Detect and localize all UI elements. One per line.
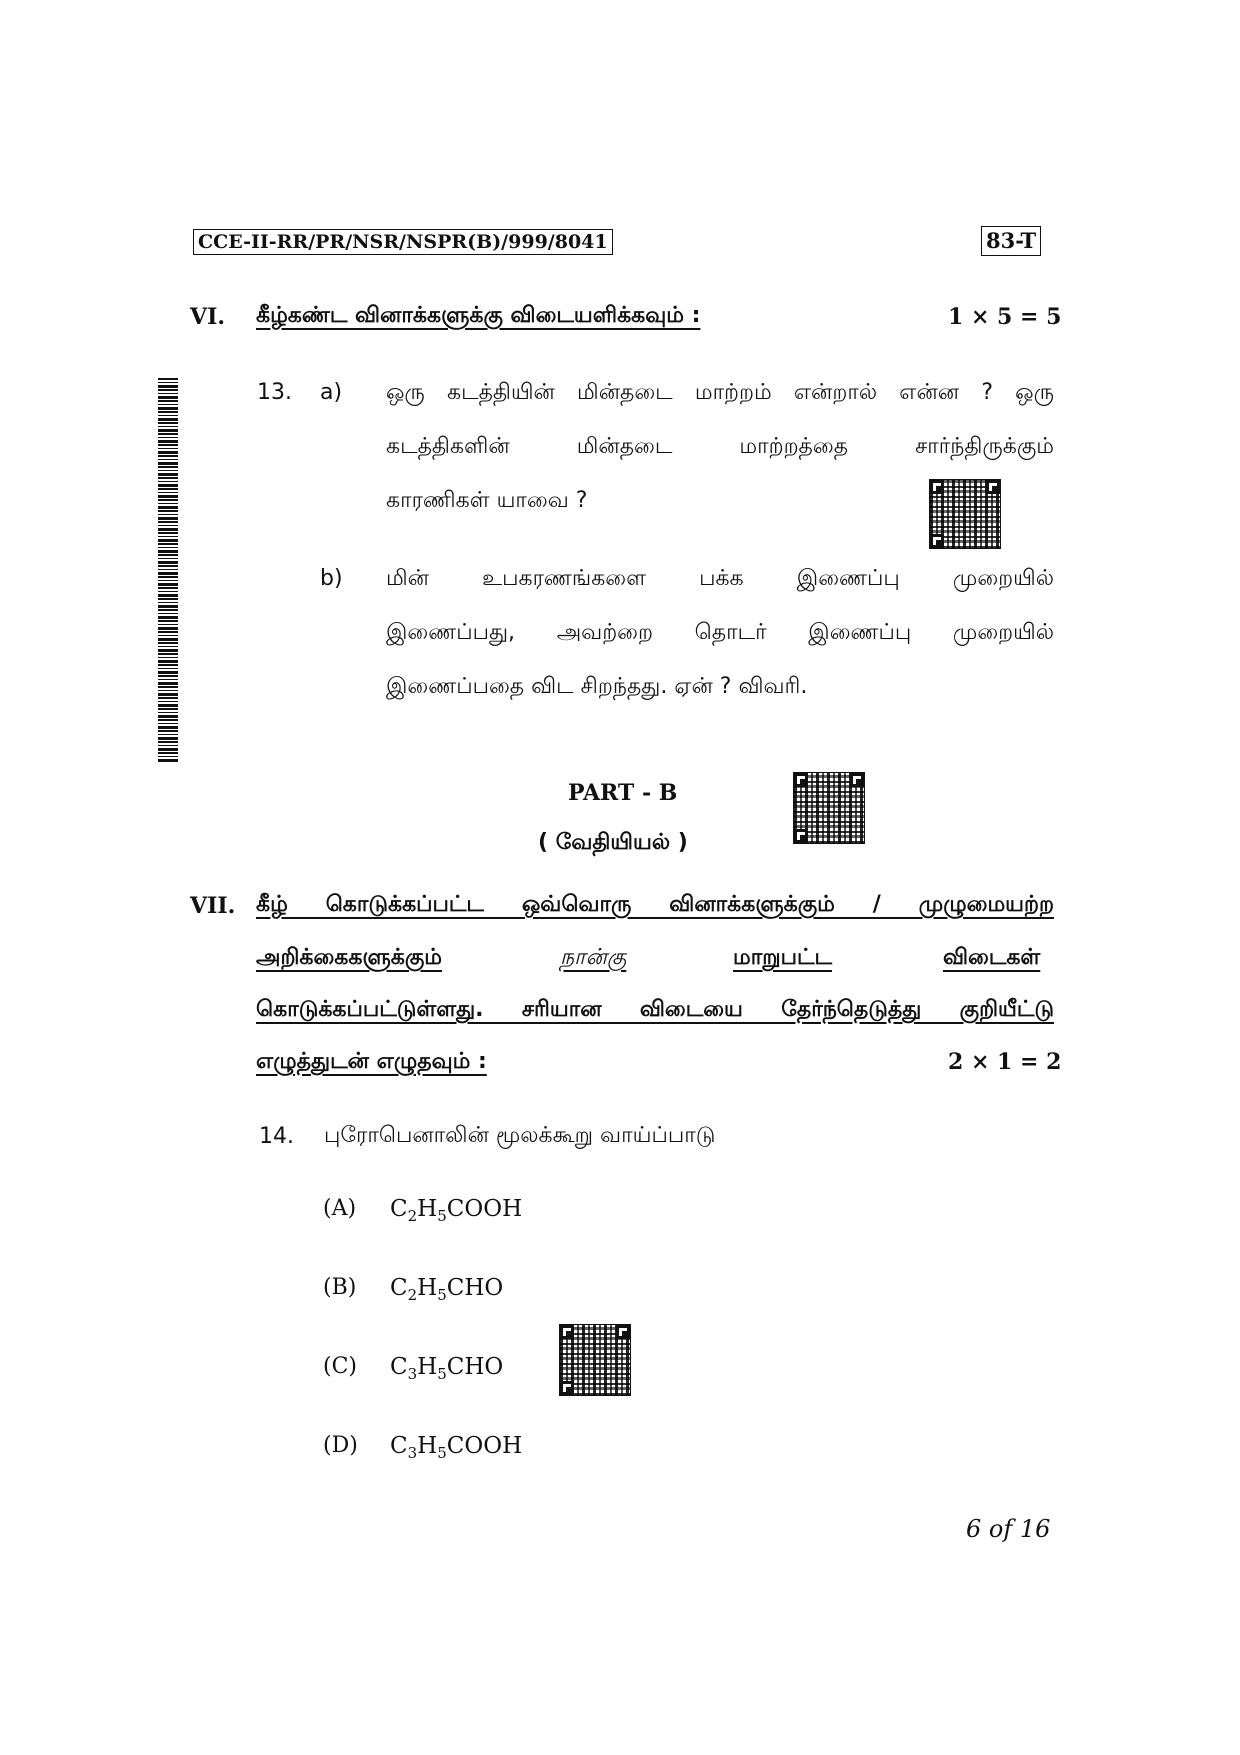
- q14-option-c-label: (C): [323, 1354, 357, 1379]
- q14-option-d-formula: $C_3H_5COOH$: [390, 1433, 523, 1462]
- side-barcode: [158, 378, 178, 763]
- section-vii-line2a: அறிக்கைகளுக்கும்: [256, 945, 442, 970]
- paper-code: 83-T: [981, 226, 1041, 256]
- section-vi-instruction: கீழ்கண்ட வினாக்களுக்கு விடையளிக்கவும் :: [256, 303, 701, 328]
- q14-option-b-label: (B): [323, 1275, 357, 1300]
- section-vii-line2d: விடைகள்: [943, 945, 1041, 970]
- q13-b-line3: இணைப்பதை விட சிறந்தது. ஏன் ? விவரி.: [386, 674, 808, 699]
- q13-a-label: a): [320, 380, 343, 405]
- q14-text: புரோபெனாலின் மூலக்கூறு வாய்ப்பாடு: [324, 1123, 716, 1148]
- qr-code: [560, 1325, 630, 1395]
- section-vii-line2c: மாறுபட்ட: [733, 945, 832, 970]
- section-vi-marks: 1 × 5 = 5: [948, 304, 1062, 330]
- q14-option-d-label: (D): [323, 1433, 358, 1458]
- q14-number: 14.: [259, 1124, 294, 1149]
- q14-option-c-formula: $C_3H_5CHO$: [390, 1354, 504, 1383]
- q14-option-b-formula: $C_2H_5CHO$: [390, 1275, 504, 1304]
- part-b-title: PART - B: [568, 780, 678, 806]
- q14-option-a-label: (A): [323, 1196, 357, 1221]
- section-vii-line2b: நான்கு: [560, 945, 627, 970]
- q13-b-label: b): [320, 566, 343, 591]
- q14-option-a-formula: $C_2H_5COOH$: [390, 1196, 523, 1225]
- section-vii-marks: 2 × 1 = 2: [948, 1049, 1062, 1075]
- page-number: 6 of 16: [966, 1515, 1051, 1543]
- section-vii-line3: கொடுக்கப்பட்டுள்ளது. சரியான விடையை தேர்ந்தெடுத்து குறியீட்டு: [256, 997, 1054, 1022]
- exam-code: CCE-II-RR/PR/NSR/NSPR(B)/999/8041: [193, 229, 613, 255]
- q13-b-line1: மின் உபகரணங்களை பக்க இணைப்பு முறையில்: [386, 566, 1054, 591]
- section-vii-line4: எழுத்துடன் எழுதவும் :: [256, 1049, 487, 1074]
- q13-a-line2: கடத்திகளின் மின்தடை மாற்றத்தை சார்ந்திருக்கும்: [386, 434, 1054, 459]
- section-vii-number: VII.: [190, 893, 236, 919]
- q13-b-line2: இணைப்பது, அவற்றை தொடர் இணைப்பு முறையில்: [386, 620, 1054, 645]
- q13-a-line3: காரணிகள் யாவை ?: [386, 488, 588, 513]
- qr-code: [930, 480, 1000, 548]
- section-vi-number: VI.: [190, 304, 226, 330]
- qr-code: [794, 773, 864, 843]
- q13-a-line1: ஒரு கடத்தியின் மின்தடை மாற்றம் என்றால் என்ன ? ஒரு: [386, 380, 1054, 405]
- part-b-subtitle: ( வேதியியல் ): [538, 830, 688, 855]
- q13-number: 13.: [257, 380, 292, 405]
- section-vii-line1: கீழ் கொடுக்கப்பட்ட ஒவ்வொரு வினாக்களுக்கும் / முழுமையற்ற: [256, 892, 1054, 917]
